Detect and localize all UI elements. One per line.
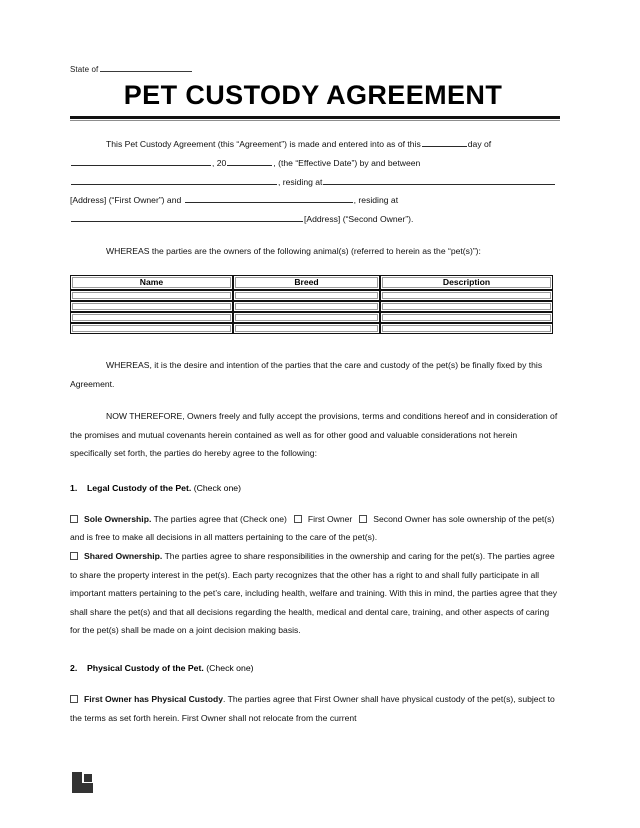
title-divider: [70, 116, 560, 121]
state-of-line: [70, 64, 560, 74]
second-owner-name-field[interactable]: [185, 194, 353, 203]
recital-two-body: WHEREAS, it is the desire and intention of the parties that the care and custody of the pet(s) be finally fixed by this Agreement.: [70, 359, 543, 389]
pet-table: [70, 275, 553, 334]
cell-name[interactable]: [70, 323, 233, 334]
logo-notch-inner: [84, 774, 92, 782]
option-first-owner-custody-text: . The parties agree that First Owner shall have physical custody of the pet(s), subject to the terms as set forth herein. First Owner shall not relocate from the current: [70, 694, 555, 723]
intro-paragraph: [70, 135, 560, 228]
recital-one: [70, 242, 560, 261]
section-legal-custody: [70, 479, 560, 497]
recital-three: [70, 407, 560, 463]
section-2-note: (Check one): [206, 663, 254, 674]
page-title: PET CUSTODY AGREEMENT: [123, 80, 503, 110]
intro-line2-b: , (the “Effective Date”) by and between: [273, 157, 421, 168]
first-owner-name-field[interactable]: [71, 176, 277, 185]
intro-line2-a: , 20: [212, 157, 227, 168]
intro-line5: (“Second Owner”).: [342, 213, 414, 224]
recital-three-body: NOW THEREFORE, Owners freely and fully accept the provisions, terms and conditions hereof and in consideration of the promises and mutual covenants herein contained as well as for other good and valuable considerations not herein specifically set forth, the parties do hereby agree to the following:: [70, 411, 558, 459]
option-sole-ownership-text-b: has sole ownership of the pet(s) and is free to make all decisions in all matters pertaining to the care of the pet(s).: [70, 513, 555, 543]
table-header-row: [70, 275, 553, 290]
cell-breed[interactable]: [233, 301, 380, 312]
intro-line1-b: day of: [467, 139, 492, 150]
intro-line1-a: This Pet Custody Agreement (this “Agreement”) is made and entered into as of this: [106, 139, 421, 150]
month-blank-field[interactable]: [71, 157, 211, 166]
intro-text: [70, 135, 560, 228]
section-1-options: [70, 510, 560, 640]
section-1-note: (Check one): [193, 482, 242, 493]
option-first-owner-physical-custody: [70, 690, 560, 727]
cell-name[interactable]: [70, 290, 233, 301]
intro-line3-a: residing at: [282, 176, 323, 187]
recital-two-text: [70, 356, 560, 393]
logo-notch: [82, 772, 93, 783]
intro-line2-c: ,: [278, 176, 281, 187]
checkbox-first-owner-physical-custody[interactable]: [70, 695, 78, 703]
document-content: [70, 64, 560, 727]
recital-three-text: [70, 407, 560, 463]
option-sole-ownership-text-a: The parties agree that (Check one): [153, 513, 287, 524]
legal-templates-logo-icon: [72, 772, 93, 793]
option-first-owner-custody-lead: First Owner has Physical Custody: [84, 694, 223, 705]
table-row: [70, 301, 553, 312]
option-shared-ownership-text: The parties agree to share responsibilities in the ownership and caring for the pet(s). The parties agree to share the property interest in the pet(s). Each party recognizes that the other has a right to and shall fully participate in all important matters pertaining to the pet’s care, including health, welfare and training. With this in mind, the parties agree that they shall share the pet(s) and that all decisions regarding the health, medical and dental care, training, and other aspects of caring for the pet(s) shall be made on a joint decision making basis.: [70, 551, 558, 636]
option-shared-ownership: [70, 547, 560, 640]
section-2-heading: [70, 659, 560, 677]
day-blank-field[interactable]: [422, 138, 467, 147]
recital-one-text: [70, 242, 560, 261]
cell-description[interactable]: [380, 323, 553, 334]
section-physical-custody: [70, 659, 560, 677]
column-header-description: Description: [380, 275, 553, 290]
state-blank-field[interactable]: [100, 64, 192, 72]
column-header-name: Name: [70, 275, 233, 290]
cell-breed[interactable]: [233, 323, 380, 334]
first-owner-address-field[interactable]: [323, 176, 555, 185]
option-sole-ownership-lead: Sole Ownership.: [84, 513, 152, 524]
year-blank-field[interactable]: [227, 157, 272, 166]
cell-breed[interactable]: [233, 290, 380, 301]
checkbox-sole-ownership[interactable]: [70, 515, 78, 523]
section-2-number: 2.: [70, 663, 78, 674]
section-1-heading: [70, 479, 560, 497]
choice-first-owner-label: First Owner: [307, 513, 353, 524]
intro-line4-b: [Address]: [304, 213, 341, 224]
column-header-breed: Breed: [233, 275, 380, 290]
cell-description[interactable]: [380, 312, 553, 323]
table-row: [70, 323, 553, 334]
section-2-options: [70, 690, 560, 727]
checkbox-shared-ownership[interactable]: [70, 552, 78, 560]
cell-description[interactable]: [380, 290, 553, 301]
cell-name[interactable]: [70, 301, 233, 312]
option-sole-ownership: [70, 510, 560, 547]
cell-description[interactable]: [380, 301, 553, 312]
recital-two: [70, 356, 560, 393]
pet-table-body: [70, 290, 553, 334]
section-1-title: Legal Custody of the Pet.: [87, 482, 192, 493]
second-owner-address-field[interactable]: [71, 213, 303, 222]
checkbox-first-owner[interactable]: [294, 515, 302, 523]
checkbox-second-owner[interactable]: [359, 515, 367, 523]
intro-line4-a: , residing at: [353, 195, 399, 206]
cell-breed[interactable]: [233, 312, 380, 323]
section-2-title: Physical Custody of the Pet.: [87, 663, 204, 674]
section-1-number: 1.: [70, 482, 78, 493]
choice-second-owner-label: Second Owner: [373, 513, 431, 524]
recital-one-body: WHEREAS the parties are the owners of the following animal(s) (referred to herein as the “pet(s)”):: [106, 246, 481, 257]
intro-line3-b: [Address] (“First Owner”) and: [70, 195, 182, 206]
table-row: [70, 290, 553, 301]
table-row: [70, 312, 553, 323]
cell-name[interactable]: [70, 312, 233, 323]
state-of-label: State of: [70, 65, 99, 74]
option-shared-ownership-lead: Shared Ownership.: [84, 551, 163, 562]
